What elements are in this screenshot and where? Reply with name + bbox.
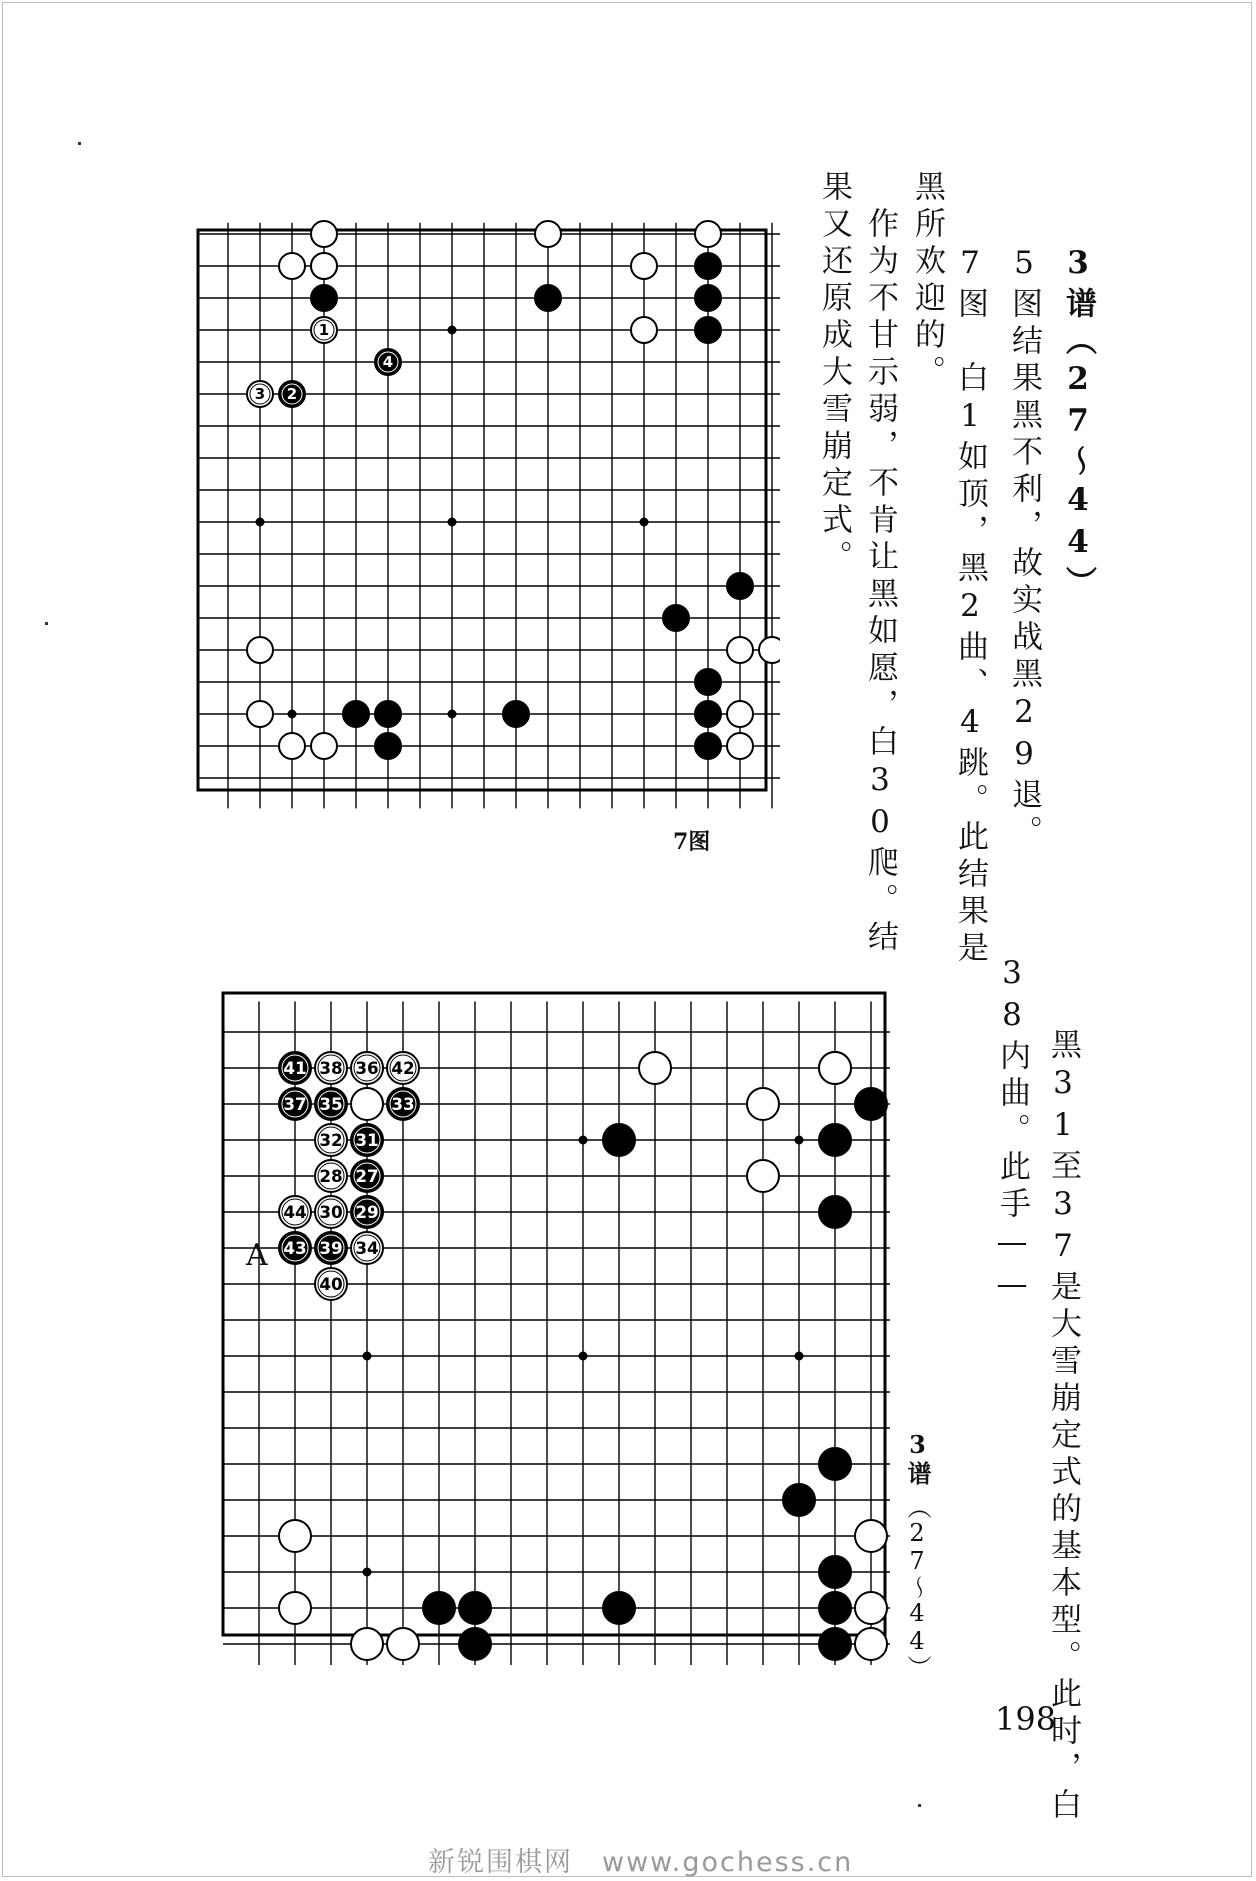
scan-speck	[918, 1804, 921, 1807]
figure-7-label: 7图	[673, 829, 711, 855]
black-stone	[695, 733, 721, 759]
star-point	[448, 518, 457, 527]
white-stone	[351, 1088, 383, 1120]
black-stone	[535, 285, 561, 311]
white-stone	[279, 253, 305, 279]
star-point	[579, 1352, 588, 1361]
black-stone	[343, 701, 369, 727]
stone-number: 34	[355, 1238, 379, 1259]
stone-number: 27	[355, 1166, 379, 1187]
white-stone	[855, 1520, 887, 1552]
star-point	[448, 326, 457, 335]
grid-lines	[198, 223, 780, 809]
black-stone	[819, 1556, 851, 1588]
star-point	[640, 518, 649, 527]
stone-number: 30	[319, 1202, 343, 1223]
white-stone	[855, 1628, 887, 1660]
text-column-5: 作为不甘示弱，不肯让黑如愿，白30爬。结	[862, 170, 898, 957]
text-column-2: 5图结果黑不利，故实战黑29退。	[1006, 245, 1042, 852]
white-stone	[727, 733, 753, 759]
go-board-figure-7	[190, 220, 780, 820]
star-point	[363, 1568, 372, 1577]
stone-number: 29	[355, 1202, 379, 1223]
black-stone	[695, 285, 721, 311]
star-point	[579, 1136, 588, 1145]
white-stone	[747, 1160, 779, 1192]
stone-number: 37	[283, 1094, 307, 1115]
black-stone	[783, 1484, 815, 1516]
stone-number: 38	[319, 1058, 343, 1079]
white-stone	[631, 253, 657, 279]
stone-number: 40	[319, 1274, 343, 1295]
figure-3-label: 3谱	[903, 1430, 932, 1487]
white-stone	[279, 1592, 311, 1624]
black-stone	[663, 605, 689, 631]
stone-number: 3	[254, 384, 266, 403]
white-stone	[819, 1052, 851, 1084]
stone-number: 39	[319, 1238, 343, 1259]
black-stone	[375, 733, 401, 759]
board-edge	[198, 230, 766, 790]
white-stone	[247, 637, 273, 663]
board-marker-a: A	[246, 1238, 268, 1273]
text-column-3: 7图 白1如顶，黑2曲、4跳。此结果是	[952, 245, 988, 968]
stone-number: 42	[391, 1058, 415, 1079]
white-stone	[747, 1088, 779, 1120]
stone-number: 41	[283, 1058, 307, 1079]
stone-number: 1	[318, 320, 330, 339]
scan-speck	[78, 142, 81, 145]
star-point	[795, 1352, 804, 1361]
stone-number: 32	[319, 1130, 343, 1151]
star-point	[795, 1136, 804, 1145]
stone-number: 4	[382, 352, 394, 371]
white-stone	[247, 701, 273, 727]
black-stone	[727, 573, 753, 599]
white-stone	[279, 1520, 311, 1552]
stone-number: 2	[286, 384, 298, 403]
black-stone	[459, 1628, 491, 1660]
star-point	[288, 710, 297, 719]
white-stone	[631, 317, 657, 343]
scan-speck	[45, 622, 48, 625]
black-stone	[819, 1592, 851, 1624]
black-stone	[855, 1088, 887, 1120]
white-stone	[311, 733, 337, 759]
stone-number: 35	[319, 1094, 343, 1115]
black-stone	[819, 1196, 851, 1228]
black-stone	[503, 701, 529, 727]
white-stone	[535, 221, 561, 247]
stone-number: 36	[355, 1058, 379, 1079]
white-stone	[387, 1628, 419, 1660]
black-stone	[695, 317, 721, 343]
white-stone	[727, 637, 753, 663]
white-stone	[639, 1052, 671, 1084]
text-column-4: 黑所欢迎的。	[909, 170, 945, 392]
figure-3-range: （27～44）	[903, 1495, 931, 1679]
star-point	[448, 710, 457, 719]
black-stone	[375, 701, 401, 727]
watermark: 新锐围棋网 www.gochess.cn	[428, 1847, 854, 1878]
stone-number: 44	[283, 1202, 307, 1223]
white-stone	[311, 253, 337, 279]
go-board-figure-3	[205, 985, 890, 1665]
star-point	[363, 1352, 372, 1361]
black-stone	[819, 1628, 851, 1660]
white-stone	[311, 221, 337, 247]
white-stone	[351, 1628, 383, 1660]
page-number: 198	[995, 1700, 1057, 1738]
black-stone	[423, 1592, 455, 1624]
white-stone	[279, 733, 305, 759]
stone-number: 43	[283, 1238, 307, 1259]
board-edge	[223, 993, 885, 1635]
black-stone	[819, 1448, 851, 1480]
white-stone	[759, 637, 780, 663]
white-stone	[855, 1592, 887, 1624]
white-stone	[727, 701, 753, 727]
text-column-6: 果又还原成大雪崩定式。	[816, 170, 852, 577]
black-stone	[695, 701, 721, 727]
black-stone	[603, 1592, 635, 1624]
white-stone	[695, 221, 721, 247]
stone-number: 33	[391, 1094, 415, 1115]
text-column-1: 3谱（27～44）	[1060, 245, 1096, 603]
text-column-8: 38内曲。此手——	[994, 955, 1030, 1308]
text-column-7: 黑31至37是大雪崩定式的基本型。此时，白	[1045, 1028, 1081, 1825]
stone-number: 28	[319, 1166, 343, 1187]
stone-number: 31	[355, 1130, 379, 1151]
black-stone	[311, 285, 337, 311]
black-stone	[819, 1124, 851, 1156]
black-stone	[459, 1592, 491, 1624]
black-stone	[603, 1124, 635, 1156]
black-stone	[695, 253, 721, 279]
star-point	[256, 518, 265, 527]
black-stone	[695, 669, 721, 695]
